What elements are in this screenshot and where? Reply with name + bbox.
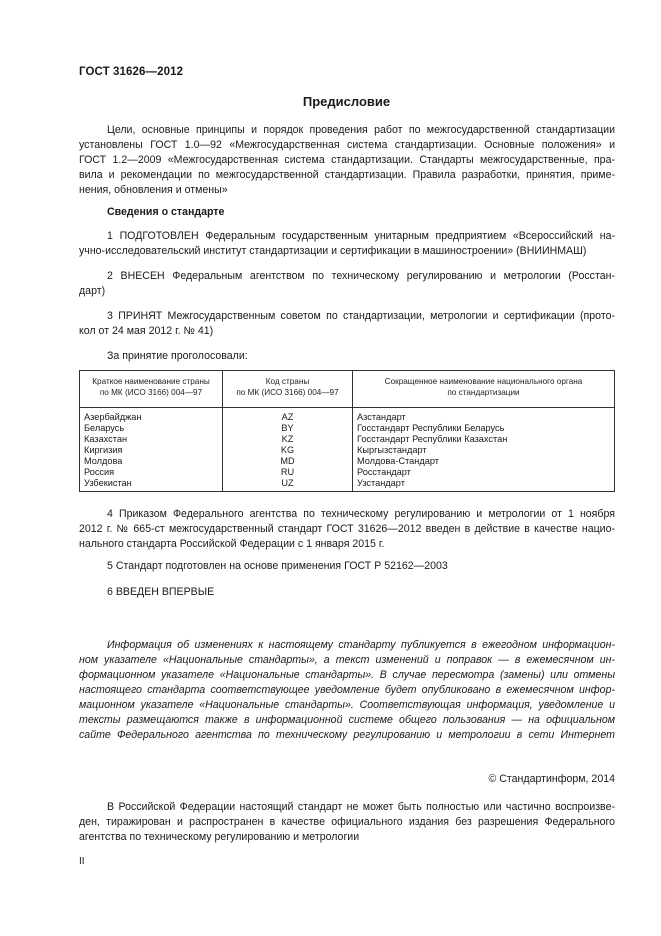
header-code: Код страны по МК (ИСО 3166) 004—97 — [223, 371, 353, 408]
text-line: нального стандарта Российской Федерации с 1 января 2015 г. — [79, 538, 385, 550]
code-cell: BY — [223, 423, 353, 434]
code-cell: MD — [223, 456, 353, 467]
table-row — [80, 456, 615, 467]
text-line: тексты размещаются также в информационной системе общего пользования — на официальном — [79, 714, 615, 726]
country-cell: Беларусь — [80, 423, 223, 434]
text-line: 2012 г. № 665-ст межгосударственный стандарт ГОСТ 31626—2012 введен в действие в качестве нацио- — [79, 523, 615, 535]
code-cell: KG — [223, 445, 353, 456]
country-cell: Узбекистан — [80, 478, 223, 492]
table-row — [80, 423, 615, 434]
table-row — [80, 478, 615, 492]
text-line: формационном указателе «Национальные стандарты». В случае пересмотра (замены) или отмены — [79, 669, 615, 681]
body-cell: Кыргызстандарт — [353, 445, 615, 456]
text-line: ном указателе «Национальные стандарты», а текст изменений и поправок — в ежемесячном ин- — [79, 654, 615, 666]
text-line: 2 ВНЕСЕН Федеральным агентством по техническому регулированию и метрологии (Росстан- — [107, 270, 615, 282]
text-line: Информация об изменениях к настоящему стандарту публикуется в ежегодном информацион- — [107, 639, 615, 651]
document-code: ГОСТ 31626—2012 — [79, 66, 184, 78]
header-body: Сокращенное наименование национального органа по стандартизации — [353, 371, 615, 408]
text-line: 3 ПРИНЯТ Межгосударственным советом по стандартизации, метрологии и сертификации (прото- — [107, 310, 615, 322]
table-row — [80, 467, 615, 478]
text-line: вила и рекомендации по межгосударственной стандартизации. Правила разработки, принятия, приме- — [79, 169, 615, 181]
voted-label: За принятие проголосовали: — [107, 350, 248, 362]
item-prepared — [79, 229, 615, 259]
country-cell: Россия — [80, 467, 223, 478]
country-cell: Азербайджан — [80, 408, 223, 424]
text-line: ГОСТ 1.2—2009 «Межгосударственная система стандартизации. Стандарты межгосударственные, пра- — [79, 154, 615, 166]
body-cell: Молдова-Стандарт — [353, 456, 615, 467]
info-heading: Сведения о стандарте — [107, 206, 225, 218]
item-submitted — [79, 269, 615, 299]
body-cell: Росстандарт — [353, 467, 615, 478]
text-line: ден, тиражирован и распространен в качестве официального издания без разрешения Федерального — [79, 816, 615, 828]
header-country: Краткое наименование страны по МК (ИСО 3166) 004—97 — [80, 371, 223, 408]
text-line: сайте Федерального агентства по техническому регулированию и метрологии в сети Интернет — [79, 729, 615, 741]
text-line: учно-исследовательский институт стандартизации и сертификации в машиностроении» (ВНИИНМАШ) — [79, 245, 587, 257]
table-row — [80, 445, 615, 456]
country-cell: Киргизия — [80, 445, 223, 456]
code-cell: KZ — [223, 434, 353, 445]
text-line: мационном указателе «Национальные стандарты». Соответствующая информация, уведомление и — [79, 699, 615, 711]
text-line: 4 Приказом Федерального агентства по техническому регулированию и метрологии от 1 ноября — [107, 508, 615, 520]
item-first-introduced: 6 ВВЕДЕН ВПЕРВЫЕ — [107, 586, 215, 598]
text-line: агентства по техническому регулированию и метрологии — [79, 831, 360, 843]
item-enacted — [79, 507, 615, 552]
voting-states-table — [79, 370, 615, 492]
table-row — [80, 434, 615, 445]
text-line: дарт) — [79, 285, 106, 297]
body-cell: Азстандарт — [353, 408, 615, 424]
text-line: 1 ПОДГОТОВЛЕН Федеральным государственным унитарным предприятием «Всероссийский на- — [107, 230, 615, 242]
text-line: установлены ГОСТ 1.0—92 «Межгосударственная система стандартизации. Основные положения» и — [79, 139, 615, 151]
country-cell: Казахстан — [80, 434, 223, 445]
table-row — [80, 408, 615, 424]
country-cell: Молдова — [80, 456, 223, 467]
text-line: кол от 24 мая 2012 г. № 41) — [79, 325, 214, 337]
notice-paragraph — [79, 638, 615, 743]
text-line: Цели, основные принципы и порядок проведения работ по межгосударственной стандартизации — [107, 124, 615, 136]
code-cell: AZ — [223, 408, 353, 424]
text-line: В Российской Федерации настоящий стандарт не может быть полностью или частично воспроизве- — [107, 801, 615, 813]
text-line: настоящего стандарта соответствующее уведомление будет опубликовано в ежемесячном инфор- — [79, 684, 615, 696]
item-basis: 5 Стандарт подготовлен на основе применения ГОСТ Р 52162—2003 — [107, 560, 448, 572]
item-adopted — [79, 309, 615, 339]
body-cell: Узстандарт — [353, 478, 615, 492]
table-header-row — [80, 371, 615, 408]
code-cell: UZ — [223, 478, 353, 492]
text-line: нения, обновления и отмены» — [79, 184, 228, 196]
copyright-notice: © Стандартинформ, 2014 — [488, 773, 615, 785]
page-title: Предисловие — [302, 94, 391, 109]
page-number: II — [79, 856, 85, 867]
body-cell: Госстандарт Республики Беларусь — [353, 423, 615, 434]
code-cell: RU — [223, 467, 353, 478]
intro-paragraph — [79, 123, 615, 198]
rights-paragraph — [79, 800, 615, 845]
body-cell: Госстандарт Республики Казахстан — [353, 434, 615, 445]
